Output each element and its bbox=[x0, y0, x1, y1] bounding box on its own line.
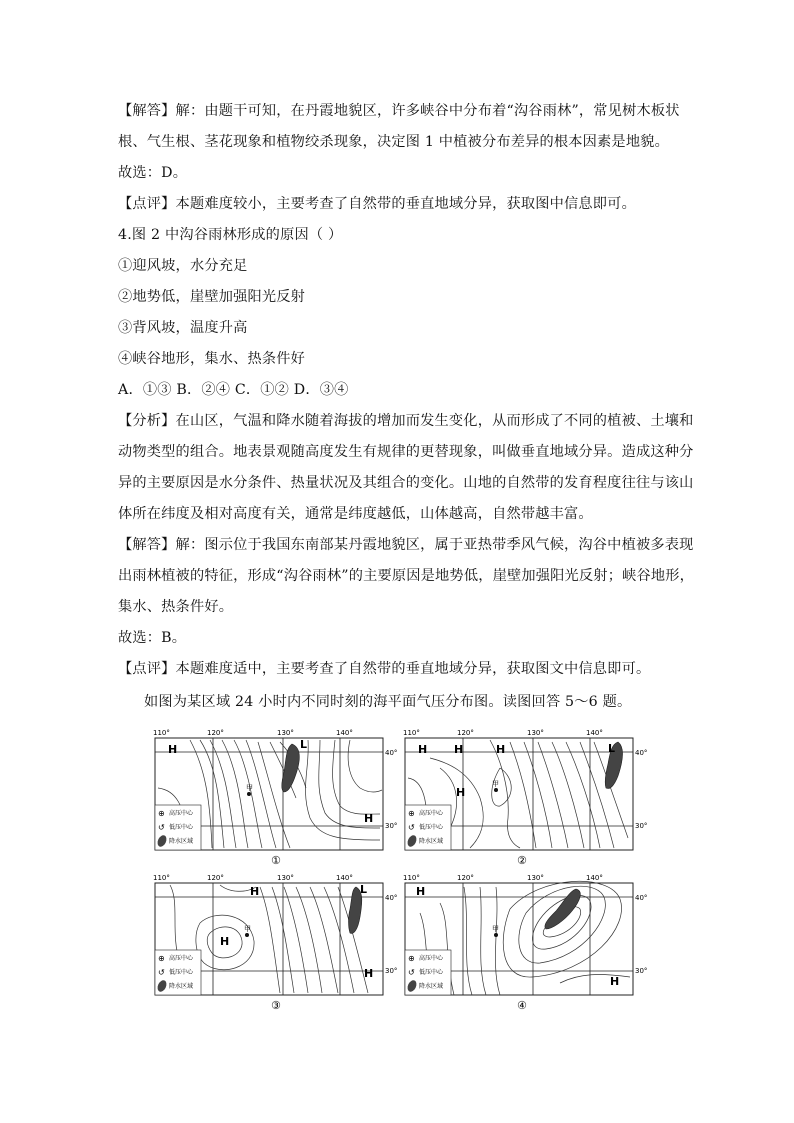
lat-label: 40° bbox=[635, 749, 648, 757]
pressure-map-3 bbox=[150, 873, 398, 1013]
lon-label: 140° bbox=[586, 874, 603, 882]
map-caption: ③ bbox=[271, 999, 281, 1012]
lat-label: 30° bbox=[635, 822, 648, 830]
legend-label: 高压中心 bbox=[169, 810, 194, 817]
analysis-line: 【分析】在山区，气温和降水随着海拔的增加而发生变化，从而形成了不同的植被、土壤和 bbox=[118, 413, 694, 429]
option-1: ①迎风坡，水分充足 bbox=[118, 258, 248, 274]
map-caption: ① bbox=[271, 854, 281, 867]
lat-label: 40° bbox=[385, 749, 398, 757]
high-pressure-label: H bbox=[250, 885, 260, 898]
answer-text-line: 集水、热条件好。 bbox=[118, 599, 234, 615]
pressure-map-1 bbox=[150, 728, 398, 868]
station-dot bbox=[247, 792, 251, 796]
answer-text-line: 出雨林植被的特征，形成“沟谷雨林”的主要原因是地势低，崖壁加强阳光反射；峡谷地形， bbox=[118, 568, 695, 584]
lon-label: 110° bbox=[153, 874, 170, 882]
low-pressure-label: L bbox=[608, 742, 616, 755]
answer-text-line: 【解答】解：由题干可知，在丹霞地貌区，许多峡谷中分布着“沟谷雨林”，常见树木板状 bbox=[118, 103, 680, 119]
map-caption: ④ bbox=[517, 999, 527, 1012]
station-label: 甲 bbox=[492, 780, 499, 788]
high-pressure-label: H bbox=[364, 812, 374, 825]
high-pressure-label: H bbox=[416, 885, 426, 898]
lat-label: 30° bbox=[385, 822, 398, 830]
lon-label: 140° bbox=[336, 874, 353, 882]
option-4: ④峡谷地形，集水、热条件好 bbox=[118, 351, 306, 367]
comment-line: 【点评】本题难度较小，主要考查了自然带的垂直地域分异，获取图中信息即可。 bbox=[118, 196, 636, 212]
lon-label: 110° bbox=[403, 729, 420, 737]
answer-choices: A．①③ B．②④ C．①② D．③④ bbox=[118, 382, 349, 398]
legend-label: 低压中心 bbox=[419, 969, 444, 976]
high-pressure-label: H bbox=[610, 975, 620, 988]
legend-label: 低压中心 bbox=[169, 824, 194, 831]
analysis-line: 异的主要原因是水分条件、热量状况及其组合的变化。山地的自然带的发育程度往往与该山 bbox=[118, 475, 694, 491]
map-caption: ② bbox=[517, 854, 527, 867]
station-dot bbox=[494, 788, 498, 792]
station-label: 甲 bbox=[244, 925, 251, 933]
lon-label: 120° bbox=[207, 874, 224, 882]
choice-line: 故选：B。 bbox=[118, 630, 187, 646]
legend-label: 高压中心 bbox=[419, 955, 444, 962]
lon-label: 140° bbox=[586, 729, 603, 737]
high-pressure-label: H bbox=[220, 935, 230, 948]
station-dot bbox=[245, 933, 249, 937]
high-pressure-label: H bbox=[364, 967, 374, 980]
question-stem: 4.图 2 中沟谷雨林形成的原因（ ） bbox=[118, 227, 343, 243]
analysis-line: 体所在纬度及相对高度有关，通常是纬度越低，山体越高，自然带越丰富。 bbox=[118, 506, 593, 522]
legend-label: 降水区域 bbox=[419, 838, 444, 845]
high-center-icon: ⊕ bbox=[408, 954, 415, 963]
low-center-icon: ↺ bbox=[408, 968, 415, 977]
low-center-icon: ↺ bbox=[408, 823, 415, 832]
legend-label: 降水区域 bbox=[419, 983, 444, 990]
station-label: 甲 bbox=[246, 784, 253, 792]
lon-label: 110° bbox=[403, 874, 420, 882]
choice-line: 故选：D。 bbox=[118, 165, 188, 181]
high-pressure-label: H bbox=[418, 743, 428, 756]
figure-intro: 如图为某区域 24 小时内不同时刻的海平面气压分布图。读图回答 5～6 题。 bbox=[144, 694, 632, 710]
station-label: 甲 bbox=[492, 925, 499, 933]
option-2: ②地势低，崖壁加强阳光反射 bbox=[118, 289, 306, 305]
lat-label: 40° bbox=[635, 894, 648, 902]
high-pressure-label: H bbox=[168, 743, 178, 756]
pressure-map-2 bbox=[400, 728, 648, 868]
lat-label: 30° bbox=[635, 967, 648, 975]
lon-label: 140° bbox=[336, 729, 353, 737]
pressure-maps-figure bbox=[150, 728, 648, 1013]
option-3: ③背风坡，温度升高 bbox=[118, 320, 248, 336]
lat-label: 30° bbox=[385, 967, 398, 975]
high-pressure-label: H bbox=[454, 743, 464, 756]
lon-label: 110° bbox=[153, 729, 170, 737]
legend-label: 高压中心 bbox=[169, 955, 194, 962]
station-dot bbox=[494, 933, 498, 937]
high-center-icon: ⊕ bbox=[158, 954, 165, 963]
pressure-map-4 bbox=[400, 873, 648, 1013]
answer-text-line: 根、气生根、茎花现象和植物绞杀现象，决定图 1 中植被分布差异的根本因素是地貌。 bbox=[118, 134, 669, 150]
legend-label: 降水区域 bbox=[169, 983, 194, 990]
high-pressure-label: H bbox=[496, 743, 506, 756]
high-center-icon: ⊕ bbox=[158, 809, 165, 818]
high-center-icon: ⊕ bbox=[408, 809, 415, 818]
answer-text-line: 【解答】解：图示位于我国东南部某丹霞地貌区，属于亚热带季风气候，沟谷中植被多表现 bbox=[118, 537, 694, 553]
lon-label: 120° bbox=[457, 874, 474, 882]
high-pressure-label: H bbox=[456, 786, 466, 799]
analysis-line: 动物类型的组合。地表景观随高度发生有规律的更替现象，叫做垂直地域分异。造成这种分 bbox=[118, 444, 694, 460]
lon-label: 130° bbox=[527, 874, 544, 882]
legend-label: 降水区域 bbox=[169, 838, 194, 845]
lon-label: 130° bbox=[277, 874, 294, 882]
low-pressure-label: L bbox=[360, 883, 368, 896]
low-center-icon: ↺ bbox=[158, 823, 165, 832]
lon-label: 120° bbox=[457, 729, 474, 737]
legend-label: 低压中心 bbox=[169, 969, 194, 976]
legend-label: 低压中心 bbox=[419, 824, 444, 831]
low-center-icon: ↺ bbox=[158, 968, 165, 977]
lat-label: 40° bbox=[385, 894, 398, 902]
lon-label: 130° bbox=[527, 729, 544, 737]
lon-label: 130° bbox=[277, 729, 294, 737]
low-pressure-label: L bbox=[300, 738, 308, 751]
lon-label: 120° bbox=[207, 729, 224, 737]
legend-label: 高压中心 bbox=[419, 810, 444, 817]
comment-line: 【点评】本题难度适中，主要考查了自然带的垂直地域分异，获取图文中信息即可。 bbox=[118, 661, 651, 677]
